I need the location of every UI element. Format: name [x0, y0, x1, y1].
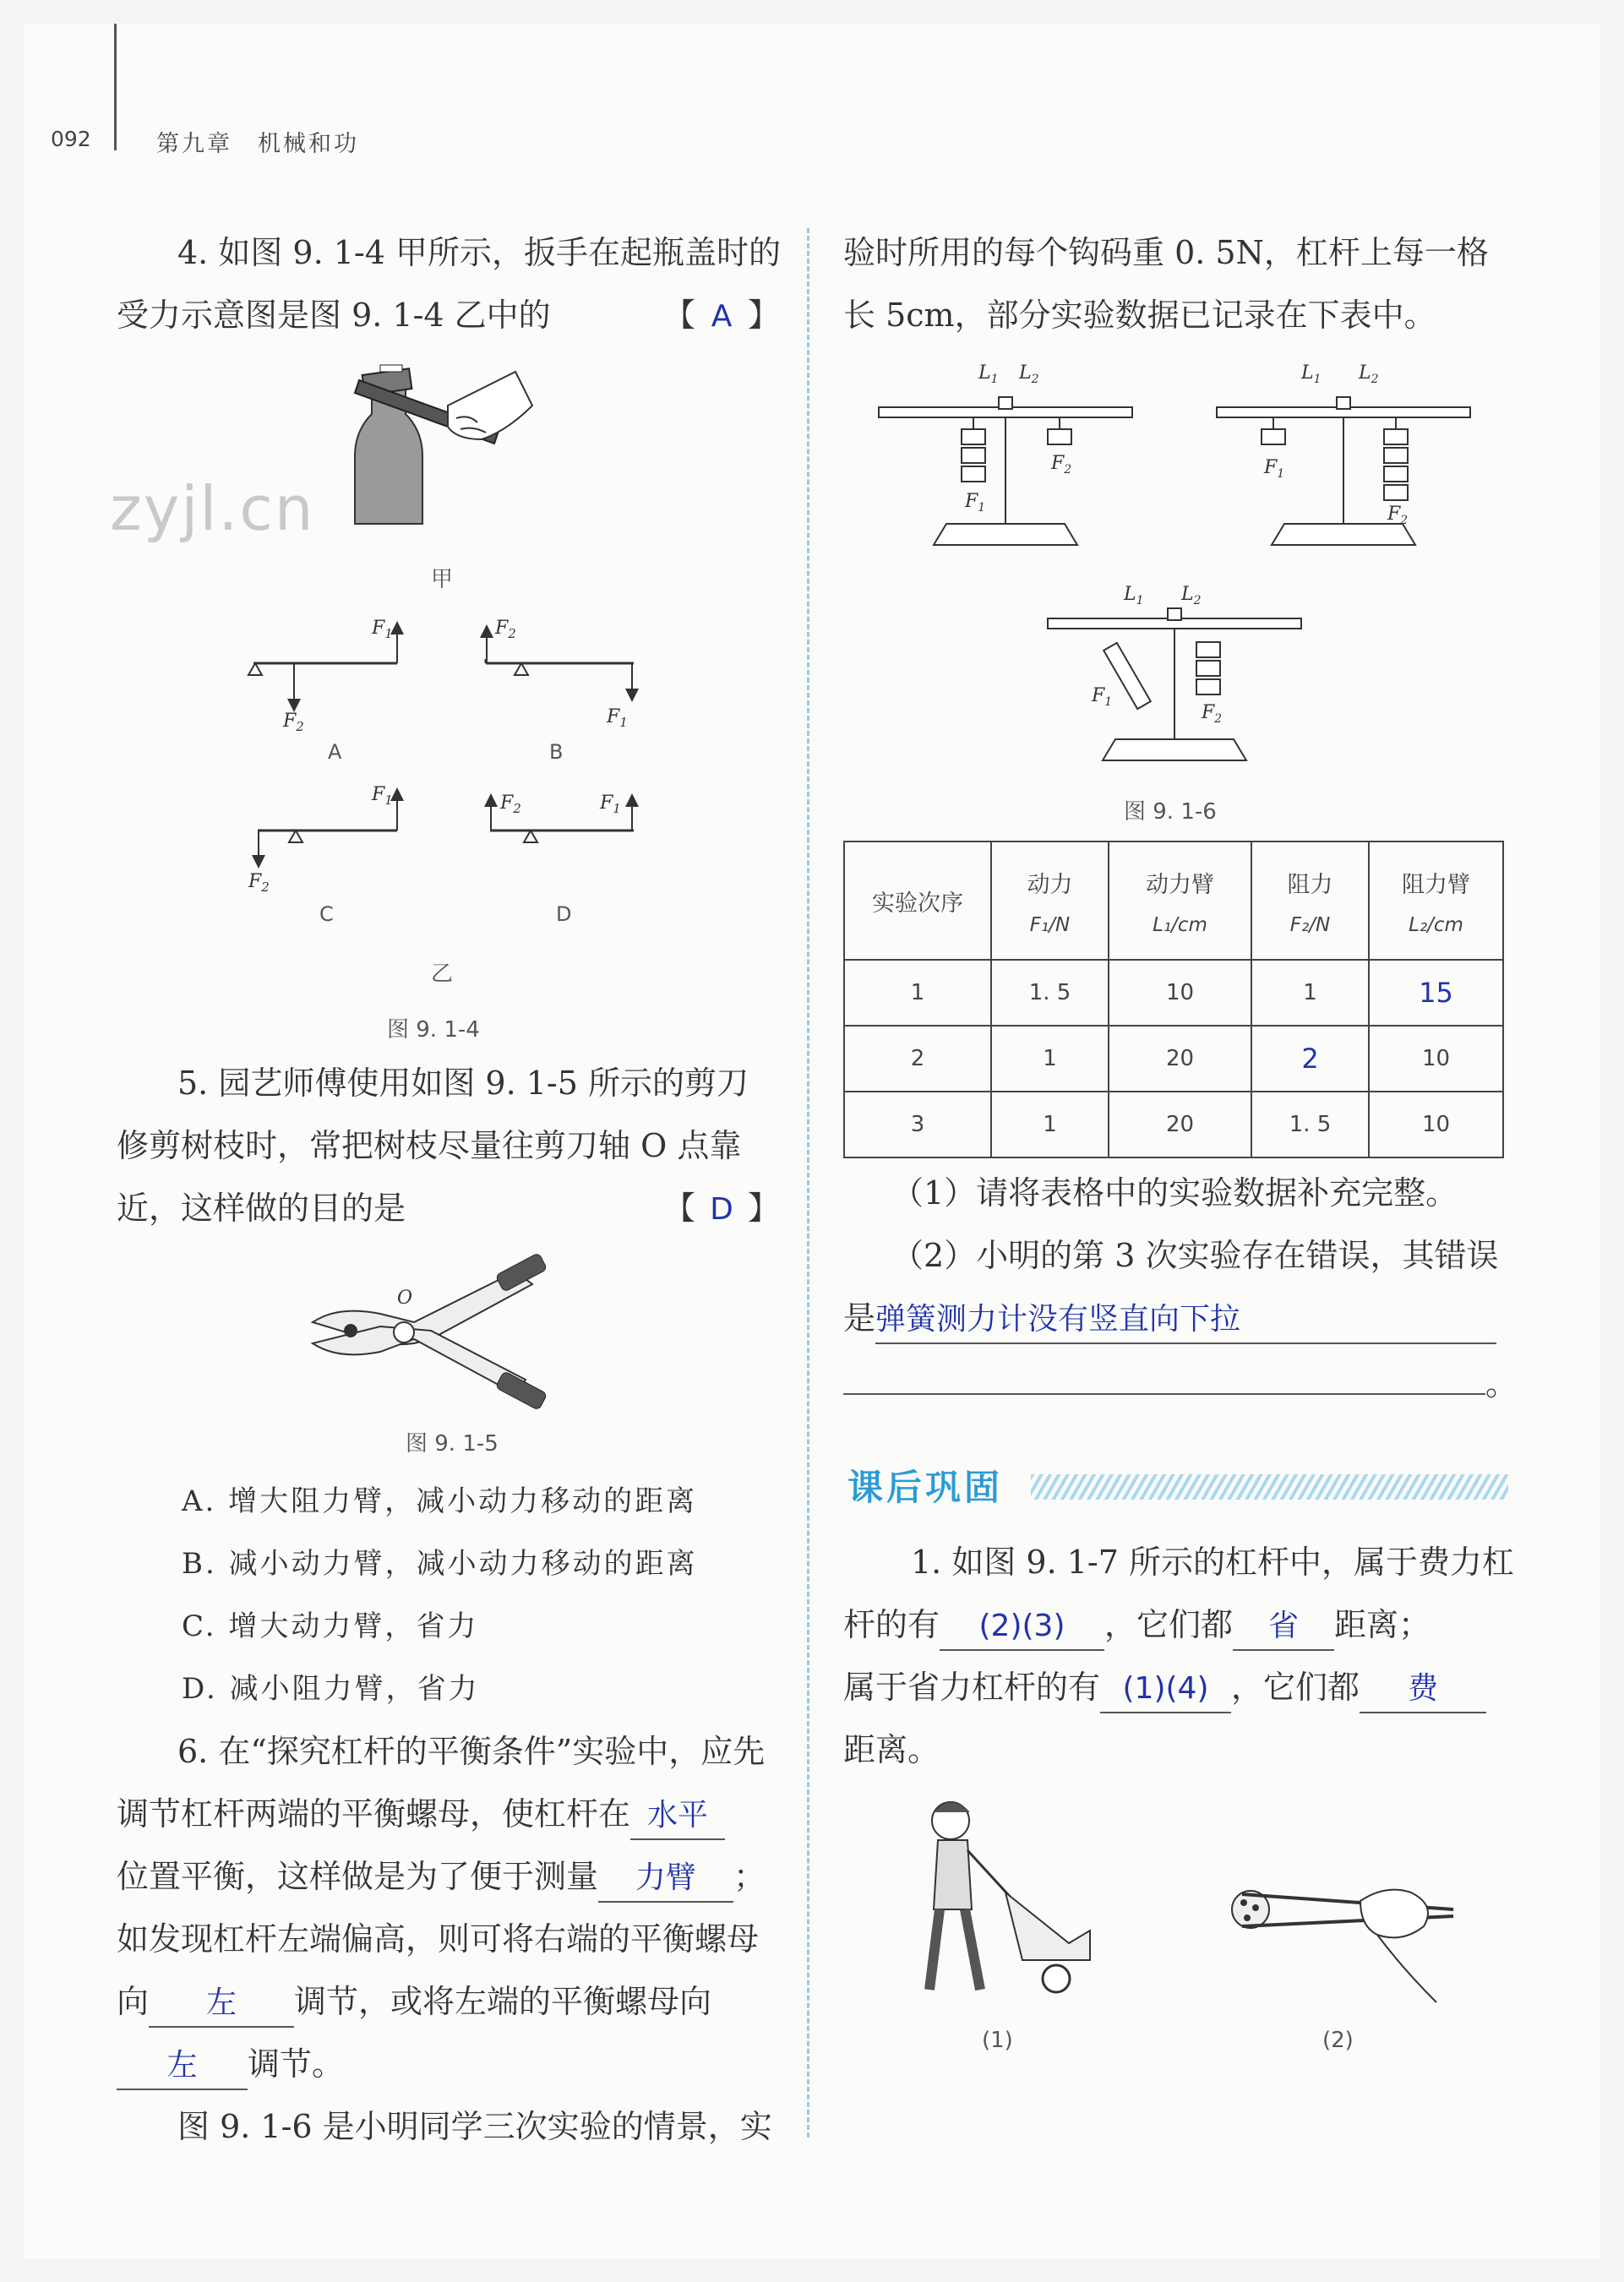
chopsticks-illustration	[1217, 1842, 1470, 2011]
svg-text:F2: $F_2$	[495, 618, 516, 641]
q6-answer-4: 左	[166, 2048, 198, 2083]
column-divider	[807, 228, 809, 2138]
section-title: 课后巩固	[847, 1467, 1004, 1508]
svg-text:F2: $F_2$	[500, 792, 521, 816]
table-header-f1: 动力 F₁/N	[991, 841, 1109, 960]
section-title-stripe	[1031, 1474, 1508, 1500]
q6-line-6: 左 调节。	[117, 2033, 344, 2095]
q6-line-2: 调节杠杆两端的平衡螺母，使杠杆在 水平	[117, 1783, 725, 1845]
table-row	[844, 1092, 1503, 1157]
q6-answer-2: 力臂	[635, 1860, 697, 1895]
svg-text:F1: $F_1$	[372, 784, 393, 808]
hw1-line-4: 距离。	[843, 1731, 940, 1768]
option-label-c: C	[319, 902, 334, 926]
svg-text:F1: $F_1$	[965, 491, 986, 515]
q5-figure-caption: 图 9. 1-5	[406, 1431, 499, 1457]
svg-text:L1: $L_1$	[1301, 362, 1322, 386]
svg-text:F2: $F_2$	[1387, 504, 1409, 527]
q6-part-2-blank-line: 。	[843, 1349, 1518, 1415]
table-row	[844, 960, 1503, 1026]
table-cell: 2	[844, 1026, 991, 1092]
hw1-caption-1: (1)	[982, 2028, 1013, 2053]
q4-caption-yi: 乙	[431, 961, 454, 987]
hw1-answer-2: 省	[1268, 1609, 1300, 1643]
option-label-d: D	[556, 902, 572, 926]
svg-text:L2: $L_2$	[1359, 362, 1379, 386]
table-cell: 10	[1109, 960, 1251, 1026]
pruning-shears-illustration	[304, 1246, 575, 1415]
q6-part-2-answer-line: 是弹簧测力计没有竖直向下拉	[843, 1287, 1496, 1349]
option-label-b: B	[549, 740, 564, 764]
option-label-a: A	[328, 740, 342, 764]
table-cell: 20	[1109, 1026, 1251, 1092]
chapter-title: 第九章 机械和功	[156, 131, 359, 157]
q6-part-2: （2）小明的第 3 次实验存在错误，其错误	[891, 1237, 1499, 1274]
table-answer-cell: 15	[1369, 960, 1503, 1026]
hw1-answer-3: (1)(4)	[1122, 1671, 1209, 1706]
q4-line-1: 4. 如图 9. 1-4 甲所示，扳手在起瓶盖时的	[177, 234, 782, 271]
watermark: zyjl.cn	[110, 473, 315, 544]
table-cell: 1. 5	[1251, 1092, 1369, 1157]
svg-text:F1: $F_1$	[372, 618, 393, 641]
q5-option-d: D. 减小阻力臂，省力	[182, 1672, 480, 1706]
q4-figure-caption: 图 9. 1-4	[387, 1017, 480, 1043]
table-header-l1: 动力臂 L₁/cm	[1109, 841, 1251, 960]
table-header-f2: 阻力 F₂/N	[1251, 841, 1369, 960]
table-answer-cell: 2	[1251, 1026, 1369, 1092]
hw1-line-2: 杆的有 (2)(3) ，它们都 省 距离；	[843, 1593, 1431, 1656]
svg-text:F1: $F_1$	[1264, 457, 1285, 481]
q6-right-line-1: 验时所用的每个钩码重 0. 5N，杠杆上每一格	[843, 234, 1489, 271]
table-cell: 10	[1369, 1026, 1503, 1092]
hw1-answer-4: 费	[1408, 1671, 1439, 1706]
table-header-row	[844, 841, 1503, 960]
experiment-data-table	[843, 841, 1504, 1158]
svg-text:L2: $L_2$	[1019, 362, 1039, 386]
q4-line-2: 受力示意图是图 9. 1-4 乙中的	[117, 297, 551, 334]
table-row	[844, 1026, 1503, 1092]
hw1-answer-1: (2)(3)	[978, 1609, 1065, 1643]
table-cell: 20	[1109, 1092, 1251, 1157]
header-rule	[114, 24, 117, 150]
q5-option-b: B. 减小动力臂，减小动力移动的距离	[182, 1547, 698, 1581]
svg-text:F2: $F_2$	[1051, 453, 1072, 477]
q6-right-line-2: 长 5cm，部分实验数据已记录在下表中。	[843, 297, 1436, 334]
svg-text:L2: $L_2$	[1181, 584, 1202, 607]
q6-line-4: 如发现杠杆左端偏高，则可将右端的平衡螺母	[117, 1920, 760, 1958]
q5-line-1: 5. 园艺师傅使用如图 9. 1-5 所示的剪刀	[177, 1065, 749, 1102]
q4-answer: A	[711, 299, 733, 334]
svg-text:F2: $F_2$	[283, 711, 304, 734]
hw1-line-1: 1. 如图 9. 1-7 所示的杠杆中，属于费力杠	[911, 1544, 1515, 1581]
q6-figure-caption: 图 9. 1-6	[1124, 799, 1217, 825]
page-number: 092	[51, 127, 91, 151]
svg-text:F1: $F_1$	[600, 792, 621, 816]
q6-line-1: 6. 在“探究杠杆的平衡条件”实验中，应先	[177, 1733, 766, 1770]
q6-line-5: 向 左 调节，或将左端的平衡螺母向	[117, 1970, 711, 2033]
svg-text:L1: $L_1$	[1124, 584, 1144, 607]
table-cell: 1. 5	[991, 960, 1109, 1026]
q6-part-1: （1）请将表格中的实验数据补充完整。	[891, 1174, 1458, 1212]
hw1-line-3: 属于省力杠杆的有 (1)(4) ，它们都 费	[843, 1656, 1486, 1718]
lever-force-diagrams	[237, 613, 684, 942]
hw1-caption-2: (2)	[1322, 2028, 1354, 2053]
shears-pivot-label: O	[397, 1288, 413, 1309]
q5-line-2: 修剪树枝时，常把树枝尽量往剪刀轴 O 点靠	[117, 1127, 742, 1164]
q5-line-3: 近，这样做的目的是	[117, 1190, 406, 1227]
q6-line-7: 图 9. 1-6 是小明同学三次实验的情景，实	[177, 2108, 772, 2145]
table-cell: 3	[844, 1092, 991, 1157]
table-cell: 1	[1251, 960, 1369, 1026]
q5-answer-bracket: 【 D 】	[663, 1177, 780, 1241]
wheelbarrow-illustration	[887, 1791, 1107, 2019]
table-cell: 1	[991, 1092, 1109, 1157]
q6-answer-1: 水平	[647, 1798, 709, 1833]
q4-caption-jia: 甲	[431, 567, 454, 592]
svg-text:F2: $F_2$	[248, 871, 270, 895]
q4-answer-bracket: 【 A 】	[663, 284, 780, 348]
table-cell: 10	[1369, 1092, 1503, 1157]
svg-text:F1: $F_1$	[607, 706, 628, 730]
table-cell: 1	[844, 960, 991, 1026]
svg-text:F2: $F_2$	[1202, 702, 1223, 726]
q5-answer: D	[710, 1192, 733, 1227]
q6-part-2-answer: 弹簧测力计没有竖直向下拉	[875, 1302, 1241, 1337]
svg-text:L1: $L_1$	[978, 362, 999, 386]
q5-option-c: C. 增大动力臂，省力	[182, 1609, 479, 1643]
table-header-l2: 阻力臂 L₂/cm	[1369, 841, 1503, 960]
q5-option-a: A. 增大阻力臂，减小动力移动的距离	[182, 1484, 698, 1518]
lever-experiment-figures	[870, 355, 1479, 777]
svg-text:F1: $F_1$	[1092, 685, 1113, 709]
bottle-opener-illustration	[321, 355, 541, 541]
table-cell: 1	[991, 1026, 1109, 1092]
q6-answer-3: 左	[206, 1985, 237, 2020]
table-header-trial: 实验次序	[844, 841, 991, 960]
q6-line-3: 位置平衡，这样做是为了便于测量 力臂 ；	[117, 1845, 766, 1908]
